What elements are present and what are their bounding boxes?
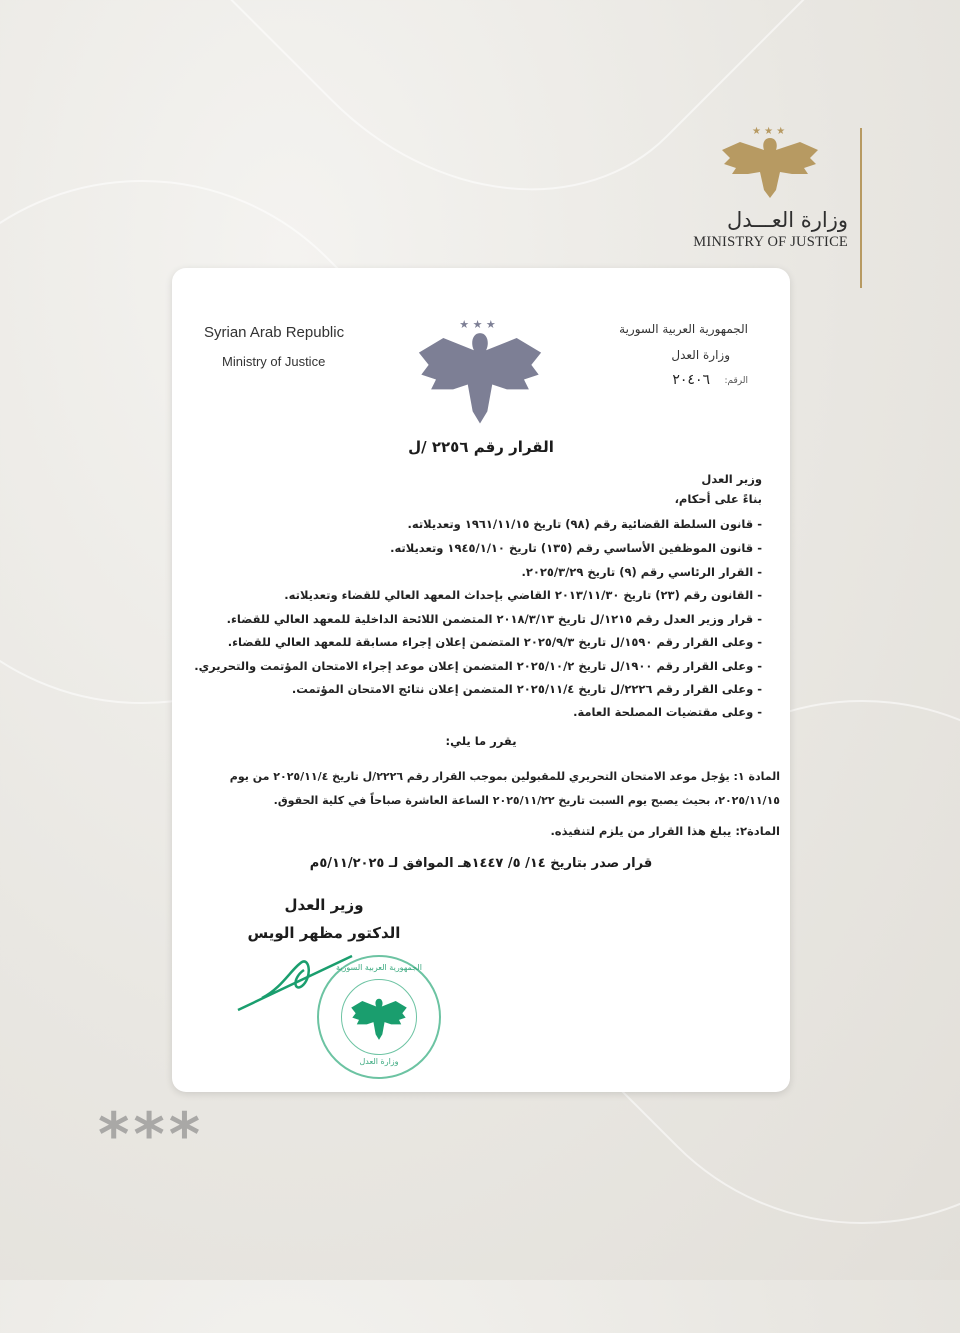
recital: - القانون رقم (٢٣) تاريخ ٢٠١٣/١١/٣٠ القاضي بإحداث المعهد العالي للقضاء وتعديلاته. (284, 588, 762, 602)
recital: - القرار الرئاسي رقم (٩) تاريخ ٢٠٢٥/٣/٢٩. (521, 565, 762, 579)
eagle-emblem-icon (418, 316, 542, 426)
signatory-title: وزير العدل (284, 896, 364, 914)
signatory-name: الدكتور مظهر الويس (247, 924, 401, 942)
decorative-stars: *** (98, 1100, 205, 1170)
decree-document (172, 268, 790, 1092)
header-left-line-1: Syrian Arab Republic (204, 324, 345, 341)
svg-text:★ ★ ★: ★ ★ ★ (459, 318, 496, 332)
header-left-line-2: Ministry of Justice (222, 354, 326, 369)
recital: - قانون الموظفين الأساسي رقم (١٣٥) تاريخ ١٩٤٥/١/١٠ وتعديلاته. (390, 541, 762, 555)
recital: - وعلى القرار رقم ٢٢٢٦/ل تاريخ ٢٠٢٥/١١/٤ المتضمن إعلان نتائج الامتحان المؤتمت. (291, 682, 762, 696)
recital: - قرار وزير العدل رقم ١٢١٥/ل تاريخ ٢٠١٨/٣/١٣ المتضمن اللائحة الداخلية للمعهد العالي للقضاء. (226, 612, 762, 626)
intro-line: وزير العدل (701, 472, 762, 486)
issue-date: قرار صدر بتاريخ ١٤/ ٥/ ١٤٤٧هـ الموافق لـ ٥/١١/٢٠٢٥م (309, 856, 653, 871)
header-right-line-1: الجمهورية العربية السورية (619, 322, 748, 336)
recital: - وعلى القرار رقم ١٩٠٠/ل تاريخ ٢٠٢٥/١٠/٢ المتضمن إعلان موعد إجراء الامتحان المؤتمت والتحريري. (194, 659, 762, 673)
eagle-icon (720, 120, 820, 200)
article-1-line: المادة ١: يؤجل موعد الامتحان التحريري للمقبولين بموجب القرار رقم ٢٢٢٦/ل تاريخ ٢٠٢٥/١١/٤ من يوم (229, 770, 780, 783)
official-stamp (317, 955, 441, 1079)
article-1-line: ٢٠٢٥/١١/١٥، بحيث يصبح يوم السبت تاريخ ٢٠٢٥/١١/٢٢ الساعة العاشرة صباحاً في كلية الحقوق. (273, 794, 780, 807)
decides-heading: يقرر ما يلي: (445, 734, 517, 748)
brand-divider (860, 128, 862, 288)
ref-label: الرقم: (724, 376, 748, 386)
article-2: المادة٢: يبلغ هذا القرار من يلزم لتنفيذه. (550, 824, 780, 838)
svg-text:★ ★ ★: ★ ★ ★ (752, 126, 786, 137)
recital: - وعلى القرار رقم ١٥٩٠/ل تاريخ ٢٠٢٥/٩/٣ المتضمن إعلان إجراء مسابقة للمعهد العالي للقضاء. (227, 635, 762, 649)
brand-name-english: MINISTRY OF JUSTICE (693, 234, 848, 250)
recital: - قانون السلطة القضائية رقم (٩٨) تاريخ ١٩٦١/١١/١٥ وتعديلاته. (407, 517, 762, 531)
stamp-text-top: الجمهورية العربية السورية (336, 963, 422, 972)
brand-name-arabic: وزارة العـــدل (726, 208, 848, 232)
stamp-text-bottom: وزارة العدل (359, 1057, 399, 1066)
header-right-line-2: وزارة العدل (671, 348, 730, 362)
recital: - وعلى مقتضيات المصلحة العامة. (573, 705, 762, 719)
stamp-eagle-icon (351, 991, 407, 1041)
ref-number: ٢٠٤٠٦ (672, 372, 710, 388)
intro-line: بناءً على أحكام، (674, 492, 762, 506)
decree-title: القرار رقم ٢٢٥٦ /ل (408, 438, 554, 456)
